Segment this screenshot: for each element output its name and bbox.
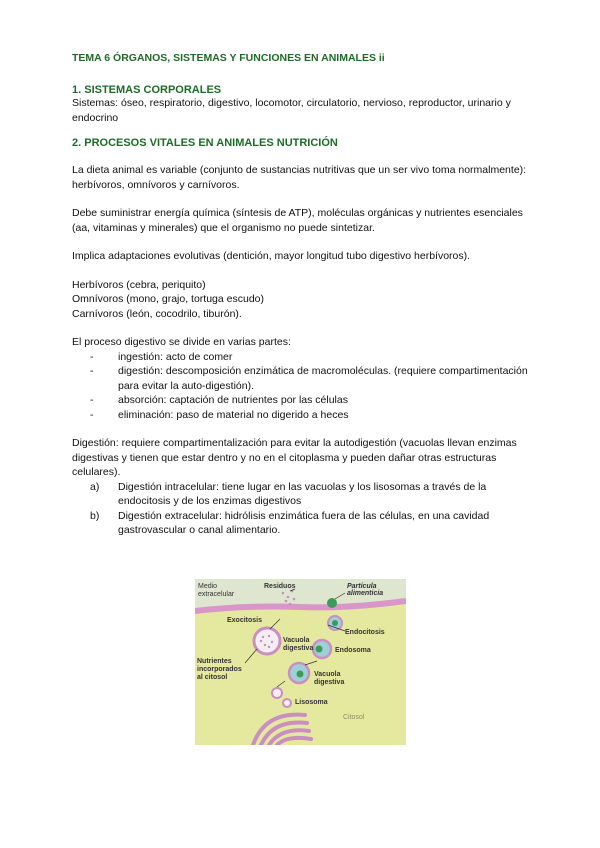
food-particle-icon: [327, 598, 337, 608]
process-step: - digestión: descomposición enzimática de macromoléculas. (requiere compartimentación para evitar la auto-digestión).: [90, 364, 532, 393]
digestion-diagram: [195, 579, 406, 745]
label-vacuola-1a: Vacuola: [283, 637, 310, 644]
digestion-types-list: [90, 480, 532, 538]
list-marker: b): [90, 509, 100, 522]
digestion-type-item: [90, 480, 532, 509]
diet-carnivoros: Carnívoros (león, cocodrilo, tiburón).: [72, 307, 242, 320]
label-extracelular: extracelular: [198, 591, 235, 598]
label-citosol: Citosol: [343, 714, 365, 721]
document-page: [72, 52, 532, 538]
process-steps-list: [90, 350, 532, 423]
diet-herbivoros: Herbívoros (cebra, periquito): [72, 278, 206, 291]
label-vacuola-2b: digestiva: [314, 679, 345, 686]
paragraph-digestion: Digestión: requiere compartimentalización para evitar la autodigestión (vacuolas llevan enzimas digestivas y tienen que estar dentro y no en el citoplasma y pueden dañar otras estructuras celulares).: [72, 437, 517, 478]
sistemas-text: Sistemas: óseo, respiratorio, digestivo, locomotor, circulatorio, nervioso, reproductor, urinario y endocrino: [72, 97, 511, 124]
label-lisosoma: Lisosoma: [295, 699, 328, 706]
process-intro: El proceso digestivo se divide en varias partes:: [72, 336, 291, 348]
digestion-type-text: Digestión intracelular: tiene lugar en las vacuolas y los lisosomas a través de la endocitosis y de los enzimas digestivos: [118, 480, 487, 507]
paragraph-energia: Debe suministrar energía química (síntesis de ATP), moléculas orgánicas y nutrientes esenciales (aa, vitaminas y minerales) que el organismo no puede sintetizar.: [72, 207, 523, 234]
label-vacuola-2a: Vacuola: [314, 671, 341, 678]
paragraph-dieta: La dieta animal es variable (conjunto de sustancias nutritivas que un ser vivo toma normalmente): herbívoros, omnívoros y carnívoros.: [72, 164, 527, 191]
paragraph-adaptaciones: Implica adaptaciones evolutivas (dentición, mayor longitud tubo digestivo herbívoros).: [72, 250, 471, 262]
label-nutrientes-3: al citosol: [197, 674, 228, 681]
process-step: - ingestión: acto de comer: [90, 350, 532, 365]
section-heading-procesos: 2. PROCESOS VITALES EN ANIMALES NUTRICIÓN: [72, 137, 338, 149]
process-step: - absorción: captación de nutrientes por las células: [90, 393, 532, 408]
label-nutrientes-1: Nutrientes: [197, 658, 232, 665]
label-vacuola-1b: digestiva: [283, 645, 314, 652]
label-endocitosis: Endocitosis: [345, 629, 385, 636]
label-particula: Partícula: [347, 583, 377, 590]
list-marker: a): [90, 480, 100, 493]
label-nutrientes-2: incorporados: [197, 666, 242, 673]
lysosome: [272, 688, 282, 698]
diet-omnivoros: Omnívoros (mono, grajo, tortuga escudo): [72, 293, 265, 305]
document-title: TEMA 6 ÓRGANOS, SISTEMAS Y FUNCIONES EN ANIMALES ii: [72, 52, 385, 64]
label-endosoma: Endosoma: [335, 647, 371, 654]
section-heading-sistemas: 1. SISTEMAS CORPORALES: [72, 84, 222, 96]
digestion-type-text: Digestión extracelular: hidrólisis enzimática fuera de las células, en una cavidad gastrovascular o canal alimentario.: [118, 509, 490, 536]
label-medio: Medio: [198, 583, 218, 590]
process-step: - eliminación: paso de material no digerido a heces: [90, 408, 532, 423]
label-alimenticia: alimenticia: [347, 590, 384, 597]
label-exocitosis: Exocitosis: [227, 617, 263, 624]
digestion-type-item: [90, 509, 532, 538]
vacuole-digestiva-1: [254, 628, 280, 654]
label-residuos: Residuos: [264, 583, 296, 590]
diet-list: [72, 278, 532, 322]
